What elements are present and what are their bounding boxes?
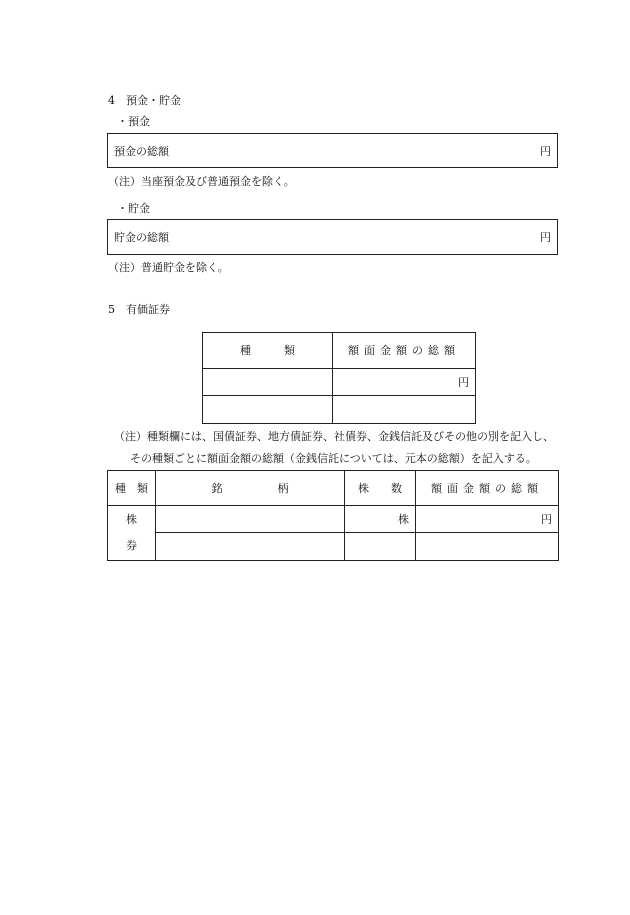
deposit-total-unit: 円 — [540, 145, 551, 158]
stocks-shares-cell — [345, 533, 416, 561]
stocks-amount-cell — [416, 533, 559, 561]
stocks-type-char-1: 株 — [126, 513, 137, 526]
securities-note-line1: （注）種類欄には、国債証券、地方債証券、社債券、金銭信託及びその他の別を記入し、 — [114, 430, 554, 443]
stocks-type-char-2: 券 — [126, 539, 137, 552]
securities-summary-table — [202, 332, 476, 424]
stocks-unit-shares: 株 — [345, 506, 416, 533]
savings-total-box — [107, 219, 558, 255]
stocks-header-shares: 株 数 — [345, 471, 416, 506]
section4-heading: 4 預金・貯金 — [108, 94, 181, 107]
deposit-note: （注）当座預金及び普通預金を除く。 — [108, 175, 295, 188]
savings-total-label: 貯金の総額 — [114, 231, 169, 244]
deposit-total-label: 預金の総額 — [114, 145, 169, 158]
stocks-brand-cell — [156, 533, 345, 561]
summary-type-cell — [203, 369, 333, 396]
stocks-unit-yen: 円 — [416, 506, 559, 533]
stocks-header-type: 種 類 — [108, 471, 156, 506]
summary-header-type: 種 類 — [203, 333, 333, 369]
deposit-subheading: ・預金 — [117, 115, 150, 128]
section5-heading: 5 有価証券 — [108, 303, 170, 316]
summary-type-cell — [203, 396, 333, 424]
summary-unit-yen: 円 — [333, 369, 476, 396]
stocks-type-cell — [108, 506, 156, 561]
stocks-header-brand: 銘 柄 — [156, 471, 345, 506]
stocks-brand-cell — [156, 506, 345, 533]
savings-note: （注）普通貯金を除く。 — [108, 261, 229, 274]
summary-header-face-total: 額面金額の総額 — [333, 333, 476, 369]
stocks-table — [107, 470, 559, 561]
deposit-total-box — [107, 133, 558, 168]
securities-note-line2: その種類ごとに額面金額の総額（金銭信託については、元本の総額）を記入する。 — [130, 452, 537, 465]
savings-subheading: ・貯金 — [117, 202, 150, 215]
savings-total-unit: 円 — [540, 231, 551, 244]
stocks-header-face-total: 額面金額の総額 — [416, 471, 559, 506]
summary-amount-cell — [333, 396, 476, 424]
